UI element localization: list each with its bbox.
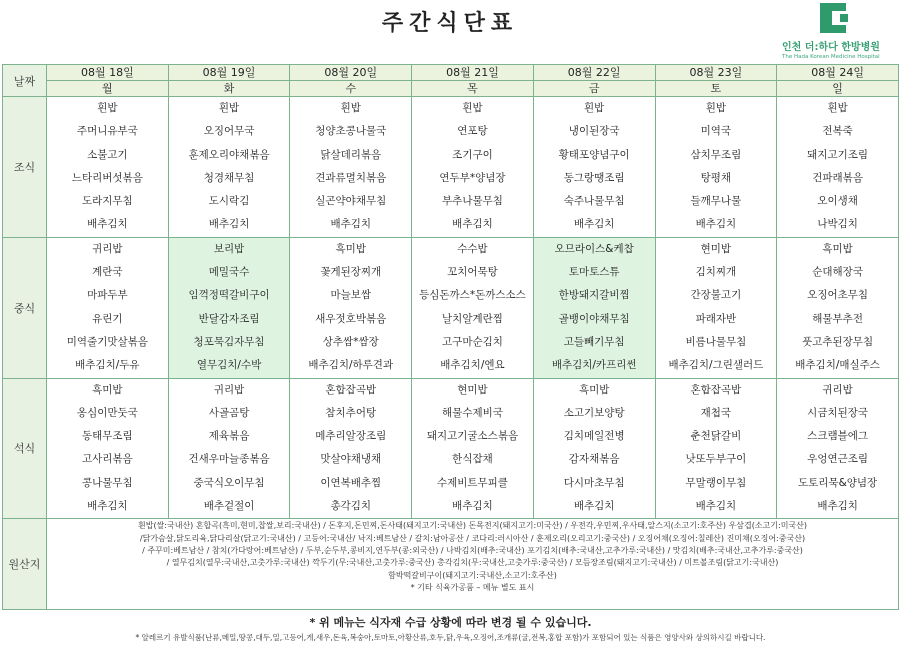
lunch-row — [3, 237, 899, 378]
menu-item: 흰밥 — [462, 102, 483, 114]
menu-item: 총각김치 — [330, 500, 372, 513]
menu-item: 청포묵김자무침 — [193, 335, 265, 348]
breakfast-menu-cell — [168, 97, 290, 238]
menu-item: 이연복배추찜 — [320, 476, 382, 489]
menu-item: 삼치무조림 — [690, 148, 742, 161]
weekday-cell: 월 — [47, 81, 169, 97]
menu-item: 돼지고기굴소스볶음 — [426, 430, 519, 443]
menu-item: 도라지무침 — [81, 195, 133, 208]
menu-item: 고들빼기무침 — [563, 335, 625, 348]
origin-line: 흰밥(쌀:국내산) 혼합곡(흑미,현미,찹쌀,보리:국내산) / 돈후지,돈민찌,돈사태(돼지고기:국내산) 돈목전지(돼지고기:미국산) / 우전각,우민찌,우사태,알스지(소고기:호주산) 우삼겹(소고기:미국산) — [137, 521, 808, 531]
menu-item: 혼합잡곡밥 — [325, 383, 377, 396]
breakfast-menu-cell — [412, 97, 534, 238]
origin-line: /닭가슴살,닭도리육,닭다리살(닭고기:국내산) / 고등어:국내산/ 낙지:베트남산 / 갈치:남아공산 / 코다리:러시아산 / 훈제오리(오리고기:중국산) / 오징어채(오징어:칠레산) 진미채(오징어:중국산) — [139, 533, 806, 543]
menu-item: 낫또두부구이 — [685, 453, 747, 466]
origin-line: / 주꾸미:베트남산 / 참치(가다랑어:베트남산) / 두부,순두부,콩비지,연두부(콩:외국산) / 나박김치(배추:국내산) 포기김치(배추:국내산,고추가루:국내산) / 맛김치(배추:국내산,고추가루:중국산) — [142, 545, 803, 555]
origin-row — [3, 519, 899, 610]
menu-item: 배추김치 — [695, 500, 737, 513]
menu-item: 콩나물무침 — [81, 476, 133, 489]
menu-item: 골뱅이야채무침 — [558, 312, 630, 325]
menu-item: 건새우마늘종볶음 — [188, 453, 270, 466]
menu-item: 흰밥 — [218, 102, 240, 114]
menu-item: 배추김치 — [87, 500, 128, 513]
menu-item: 풋고추된장무침 — [802, 335, 874, 348]
menu-item: 흑미밥 — [335, 242, 366, 255]
menu-item: 현미밥 — [457, 383, 488, 396]
weekday-row — [3, 81, 899, 97]
menu-item: 현미밥 — [700, 242, 732, 255]
menu-item: 고구마순김치 — [442, 335, 503, 348]
menu-item: 미역줄기맛살볶음 — [66, 335, 148, 348]
lunch-menu-cell — [168, 237, 290, 378]
menu-item: 건파래볶음 — [812, 171, 863, 184]
menu-item: 재첩국 — [700, 406, 732, 419]
menu-item: 연포탕 — [457, 125, 488, 138]
menu-item: 돼지고기조림 — [807, 148, 869, 161]
menu-item: 참치추어탕 — [325, 406, 377, 419]
menu-item: 고사리볶음 — [81, 453, 133, 466]
menu-item: 전복죽 — [822, 125, 853, 138]
menu-item: 메밀국수 — [208, 266, 250, 279]
menu-item: 새우젓호박볶음 — [315, 312, 387, 325]
breakfast-menu-cell — [47, 97, 169, 238]
date-cell: 08월 22일 — [533, 65, 655, 81]
menu-item: 꽃게된장찌개 — [320, 266, 382, 279]
change-notice: * 위 메뉴는 식자재 수급 상황에 따라 변경 될 수 있습니다. — [309, 616, 592, 629]
menu-item: 중국식오이무침 — [193, 476, 265, 489]
menu-item: 김치메일전병 — [563, 430, 625, 443]
menu-item: 배추김치/그린샐러드 — [668, 359, 764, 372]
origin-label: 원산지 — [3, 519, 47, 610]
menu-item: 비름나물무침 — [685, 335, 747, 348]
hospital-logo — [782, 2, 900, 64]
lunch-menu-cell — [533, 237, 655, 378]
menu-item: 미역국 — [700, 125, 732, 138]
menu-item: 견과류멸치볶음 — [315, 171, 387, 184]
menu-item: 들깨무나물 — [690, 195, 742, 208]
menu-item: 귀리밥 — [822, 383, 853, 396]
dinner-menu-cell — [533, 378, 655, 519]
menu-item: 오징어무국 — [203, 125, 255, 138]
menu-item: 소고기보양탕 — [563, 406, 625, 419]
menu-item: 수제비트무피클 — [436, 476, 508, 489]
menu-item: 조기구이 — [452, 148, 493, 161]
weekday-cell: 수 — [290, 81, 412, 97]
menu-item: 나박김치 — [817, 218, 858, 231]
menu-item: 혼합잡곡밥 — [690, 383, 742, 396]
weekday-cell: 화 — [168, 81, 290, 97]
menu-item: 열무김치/수박 — [196, 359, 262, 372]
menu-item: 주머니유부국 — [76, 125, 138, 138]
menu-item: 연두부*양념장 — [439, 171, 506, 184]
menu-item: 오므라이스&케찹 — [554, 242, 634, 255]
menu-item: 사골곰탕 — [208, 406, 250, 419]
menu-item: 배추김치/하루견과 — [308, 359, 394, 372]
menu-item: 무말랭이무침 — [685, 476, 747, 489]
menu-item: 춘천닭갈비 — [690, 430, 742, 443]
menu-item: 우엉연근조림 — [807, 453, 869, 466]
menu-item: 스크램블에그 — [807, 430, 869, 443]
logo-mark-icon — [818, 2, 858, 34]
menu-item: 배추김치 — [208, 218, 250, 231]
breakfast-row — [3, 97, 899, 238]
origin-line: 함박떡갈비구이(돼지고기:국내산,소고기:호주산) — [388, 570, 557, 580]
menu-item: 배추김치/카프리썬 — [551, 359, 637, 372]
lunch-label: 중식 — [3, 237, 47, 378]
menu-item: 훈제오리야채볶음 — [188, 148, 270, 161]
lunch-menu-cell — [777, 237, 899, 378]
menu-item: 감자채볶음 — [568, 453, 620, 466]
menu-item: 보리밥 — [213, 242, 245, 255]
menu-item: 임꺽정떡갈비구이 — [188, 289, 270, 302]
breakfast-menu-cell — [533, 97, 655, 238]
menu-item: 소불고기 — [87, 148, 128, 161]
dinner-menu-cell — [47, 378, 169, 519]
date-cell: 08월 18일 — [47, 65, 169, 81]
date-cell: 08월 24일 — [777, 65, 899, 81]
menu-item: 간장불고기 — [690, 289, 742, 302]
menu-item: 배추김치 — [87, 218, 128, 231]
menu-item: 도토리묵&양념장 — [798, 476, 878, 489]
dinner-menu-cell — [290, 378, 412, 519]
menu-item: 청경채무침 — [203, 171, 255, 184]
menu-item: 해물수제비국 — [442, 406, 503, 419]
menu-item: 한방돼지갈비찜 — [558, 289, 630, 302]
menu-item: 닭살데리볶음 — [320, 148, 382, 161]
menu-item: 날치알계란찜 — [442, 312, 503, 325]
date-cell: 08월 20일 — [290, 65, 412, 81]
breakfast-menu-cell — [655, 97, 777, 238]
menu-item: 냉이된장국 — [568, 125, 620, 138]
breakfast-label: 조식 — [3, 97, 47, 238]
menu-item: 귀리밥 — [213, 383, 245, 396]
menu-item: 등심돈까스*돈까스소스 — [419, 289, 526, 302]
menu-item: 귀리밥 — [92, 242, 123, 255]
menu-item: 흰밥 — [340, 102, 361, 114]
origin-line: / 열무김치(열무:국내산,고춧가루:국내산) 깍두기(무:국내산,고춧가루:중국산) 총각김치(무:국내산,고춧가루:중국산) / 모듬장조림(돼지고기:국내산) / 미트볼조림(닭고기:국내산) — [166, 558, 779, 568]
menu-item: 실곤약야채무침 — [315, 195, 387, 208]
menu-item: 상추쌈*쌈장 — [322, 335, 379, 348]
menu-item: 메추리알장조림 — [315, 430, 387, 443]
menu-item: 흑미밥 — [578, 383, 610, 396]
menu-item: 흰밥 — [827, 102, 848, 114]
logo-subtitle: The Hada Korean Medicine Hospital — [782, 54, 880, 60]
menu-item: 배추김치/두유 — [75, 359, 140, 372]
menu-item: 느타리버섯볶음 — [71, 171, 143, 184]
menu-item: 배추김치 — [452, 218, 493, 231]
menu-item: 동그랑땡조림 — [563, 171, 625, 184]
menu-item: 한식잡채 — [452, 453, 493, 466]
menu-item: 도시락김 — [208, 195, 250, 208]
menu-item: 배추겉절이 — [203, 500, 255, 513]
menu-item: 제육볶음 — [208, 430, 250, 443]
menu-item: 맛살야채냉채 — [320, 453, 382, 466]
dinner-row — [3, 378, 899, 519]
menu-item: 마파두부 — [87, 289, 128, 302]
menu-item: 파래자반 — [695, 312, 737, 325]
date-cell: 08월 23일 — [655, 65, 777, 81]
menu-item: 다시마초무침 — [563, 476, 625, 489]
menu-item: 마늘보쌈 — [330, 289, 372, 302]
menu-item: 시금치된장국 — [807, 406, 869, 419]
weekday-cell: 토 — [655, 81, 777, 97]
lunch-menu-cell — [655, 237, 777, 378]
dinner-menu-cell — [655, 378, 777, 519]
dinner-menu-cell — [777, 378, 899, 519]
page-title: 주간식단표 — [381, 11, 519, 36]
origin-line: * 기타 식육가공품 – 메뉴 별도 표시 — [410, 582, 535, 592]
lunch-menu-cell — [290, 237, 412, 378]
weekday-cell: 목 — [412, 81, 534, 97]
date-cell: 08월 19일 — [168, 65, 290, 81]
menu-item: 수수밥 — [457, 242, 488, 255]
menu-item: 오이생채 — [817, 195, 858, 208]
menu-item: 탕평채 — [700, 171, 732, 184]
lunch-menu-cell — [47, 237, 169, 378]
menu-item: 배추김치 — [573, 218, 615, 231]
menu-item: 해물부추전 — [812, 312, 863, 325]
date-row — [3, 65, 899, 81]
menu-item: 반달감자조림 — [198, 312, 260, 325]
menu-item: 배추김치 — [695, 218, 737, 231]
menu-item: 숙주나물무침 — [563, 195, 625, 208]
menu-item: 부추나물무침 — [442, 195, 503, 208]
date-cell: 08월 21일 — [412, 65, 534, 81]
menu-item: 배추김치 — [330, 218, 372, 231]
menu-item: 배추김치/매실주스 — [795, 359, 880, 372]
menu-item: 순대해장국 — [812, 266, 863, 279]
weekday-cell: 일 — [777, 81, 899, 97]
dinner-label: 석식 — [3, 378, 47, 519]
menu-item: 배추김치 — [452, 500, 493, 513]
menu-item: 흑미밥 — [92, 383, 123, 396]
menu-item: 오징어초무침 — [807, 289, 869, 302]
menu-item: 청양초콩나물국 — [315, 125, 387, 138]
menu-item: 배추김치 — [817, 500, 858, 513]
origin-info — [47, 519, 899, 610]
lunch-menu-cell — [412, 237, 534, 378]
menu-item: 흑미밥 — [822, 242, 853, 255]
logo-name: 인천 더:하다 한방병원 — [782, 42, 880, 53]
menu-item: 배추김치/엔요 — [440, 359, 505, 372]
menu-item: 흰밥 — [584, 102, 605, 114]
menu-item: 유린기 — [92, 312, 123, 325]
menu-item: 배추김치 — [573, 500, 615, 513]
menu-item: 흰밥 — [705, 102, 727, 114]
weekly-menu-table — [2, 64, 899, 610]
date-label: 날짜 — [3, 65, 47, 97]
menu-item: 계란국 — [92, 266, 123, 279]
menu-item: 토마토스튜 — [568, 266, 620, 279]
breakfast-menu-cell — [290, 97, 412, 238]
weekday-cell: 금 — [533, 81, 655, 97]
dinner-menu-cell — [412, 378, 534, 519]
menu-item: 옹심이만둣국 — [76, 406, 138, 419]
menu-item: 흰밥 — [97, 102, 118, 114]
allergy-notice: * 알레르기 유발식품(난류,메밀,땅콩,대두,밀,고등어,게,새우,돈육,복숭아,토마토,아황산류,호두,닭,우육,오징어,조개류(굴,전복,홍합 포함)가 포함되어 있는 식품은 영양사와 상의하시길 바랍니다. — [135, 633, 766, 642]
breakfast-menu-cell — [777, 97, 899, 238]
menu-item: 꼬치어묵탕 — [447, 266, 498, 279]
menu-item: 황태포양념구이 — [558, 148, 630, 161]
dinner-menu-cell — [168, 378, 290, 519]
menu-item: 김치찌개 — [695, 266, 737, 279]
menu-item: 동태무조림 — [81, 430, 133, 443]
